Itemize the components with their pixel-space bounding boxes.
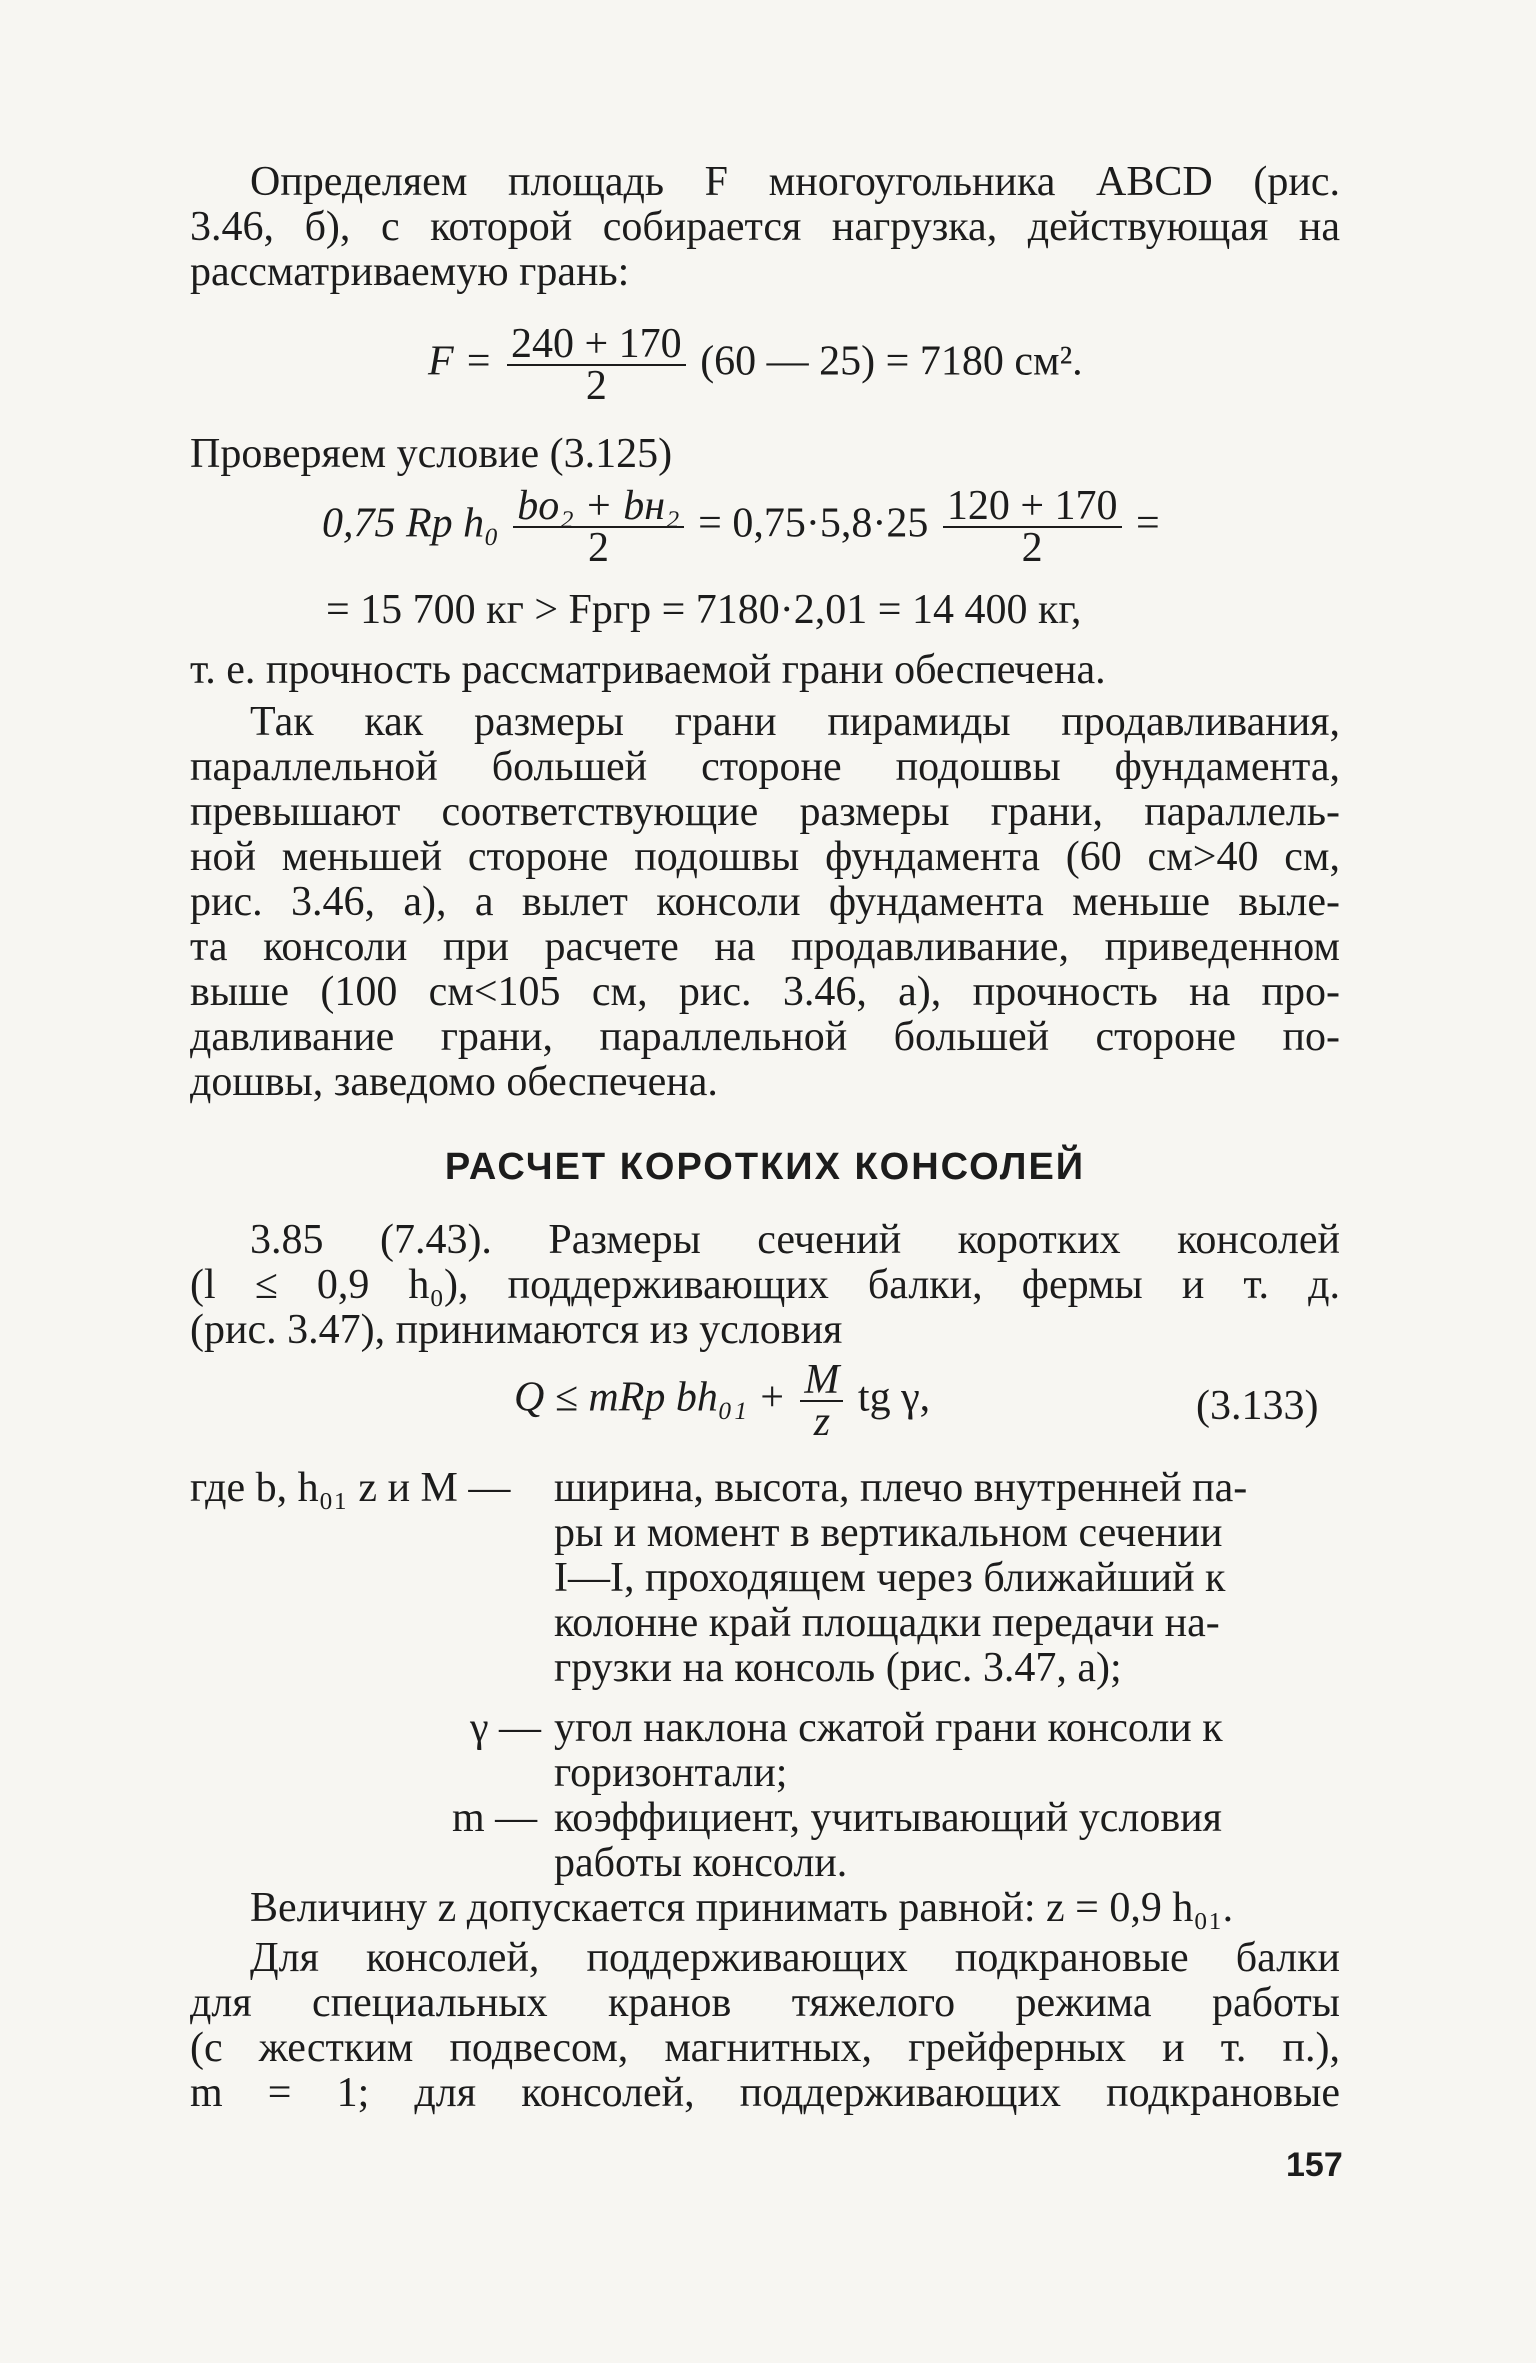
para3-line1: 3.85 (7.43). Размеры сечений коротких консолей	[250, 1217, 1340, 1263]
def-term-2: γ —	[470, 1705, 542, 1751]
definitions	[190, 1466, 1340, 1886]
para1-line3: рассматриваемую грань:	[190, 249, 630, 295]
eq1-lhs: F =	[428, 338, 493, 385]
eq1-denominator: 2	[585, 363, 607, 409]
def1-line5: грузки на консоль (рис. 3.47, а);	[554, 1645, 1122, 1691]
para2-line9: дошвы, заведомо обеспечена.	[190, 1059, 718, 1105]
def1-line4: колонне край площадки передачи на-	[554, 1600, 1220, 1646]
def1-line1: ширина, высота, плечо внутренней па-	[554, 1465, 1248, 1511]
conclusion: т. е. прочность рассматриваемой грани обеспечена.	[190, 647, 1106, 693]
def2-line1: угол наклона сжатой грани консоли к	[554, 1705, 1223, 1751]
para5-line3: (с жестким подвесом, магнитных, грейферных и т. п.),	[190, 2025, 1340, 2071]
paragraph-4	[190, 1886, 1340, 1931]
eq2-den1: 2	[587, 525, 609, 571]
para2-line8: давливание грани, параллельной большей стороне по-	[190, 1014, 1340, 1060]
eq2-num2: 120 + 170	[943, 486, 1122, 528]
def-term-1: где b, h₀₁ z и M —	[190, 1465, 511, 1511]
paragraph-2	[190, 700, 1340, 1105]
paragraph-5	[190, 1936, 1340, 2116]
para2-line6: та консоли при расчете на продавливание, приведенном	[190, 924, 1340, 970]
para1-line2: 3.46, б), с которой собирается нагрузка, действующая на	[190, 204, 1340, 250]
para2-line2: параллельной большей стороне подошвы фундамента,	[190, 744, 1340, 790]
eq2-mid: = 0,75·5,8·25	[698, 500, 929, 547]
para3-line2: (l ≤ 0,9 h₀), поддерживающих балки, фермы и т. д.	[190, 1262, 1340, 1308]
eq2-lhs: 0,75 Rр h₀	[322, 500, 499, 547]
equation-number: (3.133)	[1196, 1383, 1319, 1429]
para2-line1: Так как размеры грани пирамиды продавливания,	[250, 699, 1340, 745]
eq2-end: =	[1136, 500, 1160, 547]
equation-condition	[322, 483, 1160, 571]
para2-line4: ной меньшей стороне подошвы фундамента (60 см>40 см,	[190, 834, 1340, 880]
eq1-rhs: (60 — 25) = 7180 см².	[700, 338, 1083, 385]
eq1-fraction	[507, 321, 686, 409]
paragraph-3	[190, 1218, 1340, 1353]
def3-line1: коэффициент, учитывающий условия	[554, 1795, 1222, 1841]
eq4-fraction	[800, 1357, 843, 1445]
eq1-numerator: 240 + 170	[507, 324, 686, 366]
equation-result: = 15 700 кг > Fpгр = 7180·2,01 = 14 400 кг,	[326, 587, 1082, 633]
para5-line1: Для консолей, поддерживающих подкрановые балки	[250, 1935, 1340, 1981]
para4-line1: Величину z допускается принимать равной: z = 0,9 h₀₁.	[250, 1885, 1234, 1931]
para5-line2: для специальных кранов тяжелого режима работы	[190, 1980, 1340, 2026]
para2-line3: превышают соответствующие размеры грани, параллель-	[190, 789, 1340, 835]
eq4-lhs: Q ≤ mRр bh₀₁ +	[514, 1374, 786, 1421]
section-heading: РАСЧЕТ КОРОТКИХ КОНСОЛЕЙ	[444, 1146, 1086, 1188]
def2-line2: горизонтали;	[554, 1750, 788, 1796]
equation-area	[428, 321, 1083, 409]
def3-line2: работы консоли.	[554, 1840, 848, 1886]
eq2-fraction1	[513, 483, 683, 571]
def1-line2: ры и момент в вертикальном сечении	[554, 1510, 1223, 1556]
check-condition: Проверяем условие (3.125)	[190, 431, 673, 477]
para3-line3: (рис. 3.47), принимаются из условия	[190, 1307, 843, 1353]
eq2-den2: 2	[1021, 525, 1043, 571]
eq4-rhs: tg γ,	[857, 1374, 931, 1421]
eq4-num: M	[800, 1360, 843, 1402]
para2-line5: рис. 3.46, а), а вылет консоли фундамента меньше выле-	[190, 879, 1340, 925]
eq4-den: z	[813, 1399, 831, 1445]
para2-line7: выше (100 см<105 см, рис. 3.46, а), прочность на про-	[190, 969, 1340, 1015]
para5-line4: m = 1; для консолей, поддерживающих подкрановые	[190, 2070, 1340, 2116]
eq2-fraction2	[943, 483, 1122, 571]
def1-line3: I—I, проходящем через ближайший к	[554, 1555, 1226, 1601]
eq2-num1: bо₂ + bн₂	[513, 486, 683, 528]
def-term-3: m —	[452, 1795, 538, 1841]
equation-3-133	[514, 1357, 931, 1445]
page-number: 157	[1286, 2146, 1343, 2184]
para1-line1: Определяем площадь F многоугольника ABCD (рис.	[250, 159, 1340, 205]
page-body	[190, 160, 1340, 295]
